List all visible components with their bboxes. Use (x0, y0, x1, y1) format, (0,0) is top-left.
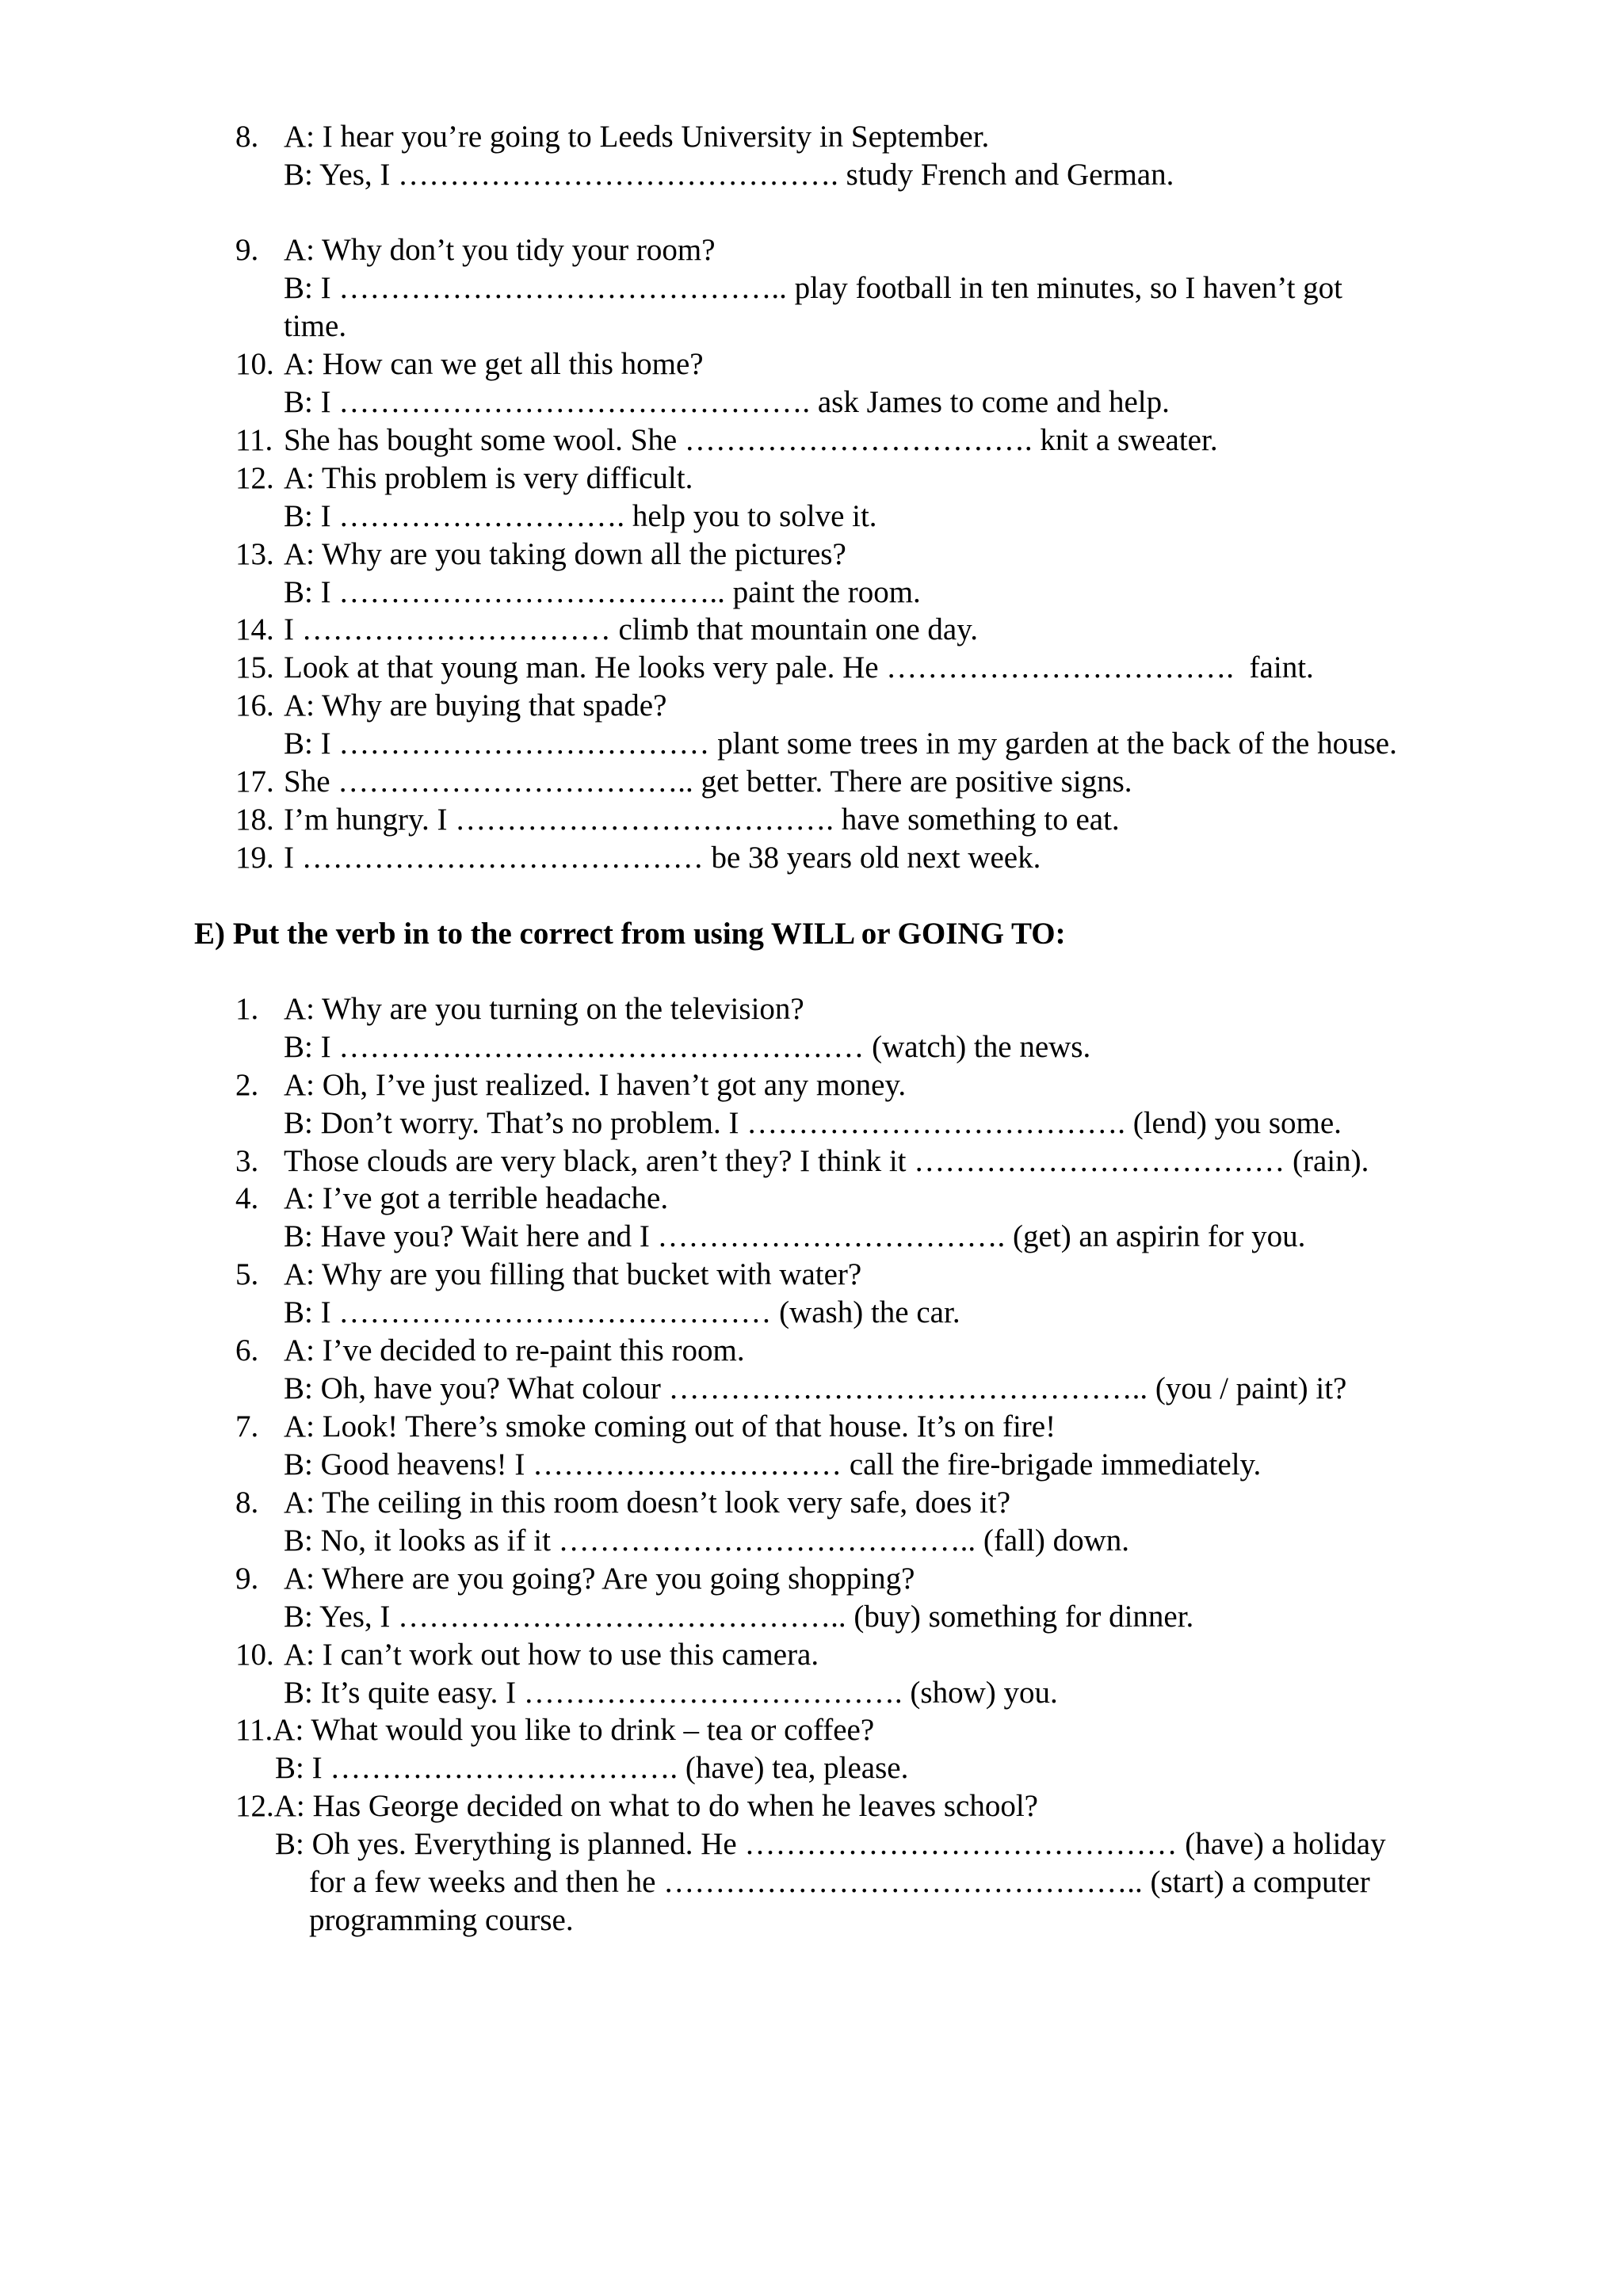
question-line: I ………………………………… be 38 years old next week. (284, 841, 1041, 875)
question-line: B: I …………………………………… (wash) the car. (284, 1295, 960, 1329)
question-number: 3. (235, 1144, 259, 1178)
question-line: A: I’ve decided to re-paint this room. (284, 1333, 745, 1367)
question-line: I ………………………… climb that mountain one day. (284, 612, 978, 646)
question-number: 8. (235, 120, 259, 154)
question-number: 15. (235, 650, 274, 685)
question-number: 9. (235, 1562, 259, 1596)
question-line: B: Oh, have you? What colour ……………………………………….. (you / paint) it? (284, 1371, 1347, 1405)
question-line: A: Why are you taking down all the pictures? (284, 537, 846, 571)
question-number: 8. (235, 1486, 259, 1520)
question-number: 1. (235, 992, 259, 1026)
question-number: 5. (235, 1257, 259, 1291)
question-line: B: I …………………………………….. play football in ten minutes, so I haven’t got (284, 271, 1342, 305)
question-line: A: I can’t work out how to use this camera. (284, 1638, 819, 1672)
section-heading: E) Put the verb in to the correct from using WILL or GOING TO: (194, 917, 1066, 951)
question-line: 11.A: What would you like to drink – tea or coffee? (235, 1713, 875, 1747)
question-number: 7. (235, 1409, 259, 1444)
question-number: 14. (235, 612, 274, 646)
question-line: B: I ………………………………………. ask James to come and help. (284, 385, 1170, 419)
question-line: A: Why don’t you tidy your room? (284, 233, 716, 267)
question-number: 4. (235, 1181, 259, 1215)
question-line: time. (284, 309, 347, 343)
question-line: B: I ………………………. help you to solve it. (284, 499, 877, 533)
question-number: 2. (235, 1068, 259, 1102)
question-line: I’m hungry. I ………………………………. have something to eat. (284, 803, 1120, 837)
question-line: A: I’ve got a terrible headache. (284, 1181, 669, 1215)
question-number: 6. (235, 1333, 259, 1367)
question-line: A: Look! There’s smoke coming out of that house. It’s on fire! (284, 1409, 1056, 1444)
question-line: B: Yes, I ……………………………………. study French and German. (284, 158, 1174, 192)
question-line: for a few weeks and then he ……………………………………….. (start) a computer (309, 1865, 1370, 1899)
question-number: 11. (235, 423, 273, 457)
question-line: A: Where are you going? Are you going shopping? (284, 1562, 915, 1596)
question-line: B: Oh yes. Everything is planned. He …………………………………… (have) a holiday (275, 1827, 1386, 1861)
question-line: B: Yes, I …………………………………….. (buy) something for dinner. (284, 1600, 1194, 1634)
question-line: Those clouds are very black, aren’t they? I think it ……………………………… (rain). (284, 1144, 1369, 1178)
question-line: She has bought some wool. She ……………………………. knit a sweater. (284, 423, 1218, 457)
question-line: A: Why are buying that spade? (284, 688, 667, 723)
question-number: 17. (235, 765, 274, 799)
question-line: A: This problem is very difficult. (284, 461, 693, 495)
question-number: 19. (235, 841, 274, 875)
question-number: 16. (235, 688, 274, 723)
question-line: B: I ……………………………. (have) tea, please. (275, 1751, 909, 1785)
question-line: B: I ……………………………….. paint the room. (284, 575, 921, 609)
question-number: 9. (235, 233, 259, 267)
question-number: 13. (235, 537, 274, 571)
question-line: B: I …………………………………………… (watch) the news. (284, 1030, 1091, 1064)
question-line: A: I hear you’re going to Leeds University in September. (284, 120, 990, 154)
question-line: A: Oh, I’ve just realized. I haven’t got any money. (284, 1068, 907, 1102)
question-line: B: Have you? Wait here and I ……………………………. (get) an aspirin for you. (284, 1219, 1306, 1253)
question-line: Look at that young man. He looks very pale. He ……………………………. faint. (284, 650, 1314, 685)
question-line: B: I ……………………………… plant some trees in my garden at the back of the house. (284, 727, 1397, 761)
question-line: B: Don’t worry. That’s no problem. I ………………………………. (lend) you some. (284, 1106, 1342, 1140)
question-line: A: How can we get all this home? (284, 347, 704, 381)
question-line: B: It’s quite easy. I ………………………………. (show) you. (284, 1676, 1058, 1710)
question-line: 12.A: Has George decided on what to do when he leaves school? (235, 1789, 1038, 1823)
question-line: She …………………………….. get better. There are positive signs. (284, 765, 1132, 799)
question-line: A: The ceiling in this room doesn’t look very safe, does it? (284, 1486, 1011, 1520)
question-line: B: No, it looks as if it ………………………………….. (fall) down. (284, 1524, 1130, 1558)
question-number: 10. (235, 1638, 274, 1672)
question-line: A: Why are you turning on the television? (284, 992, 804, 1026)
question-line: programming course. (309, 1903, 574, 1937)
question-line: B: Good heavens! I ………………………… call the fire-brigade immediately. (284, 1447, 1262, 1482)
question-number: 10. (235, 347, 274, 381)
question-number: 18. (235, 803, 274, 837)
question-number: 12. (235, 461, 274, 495)
question-line: A: Why are you filling that bucket with water? (284, 1257, 862, 1291)
